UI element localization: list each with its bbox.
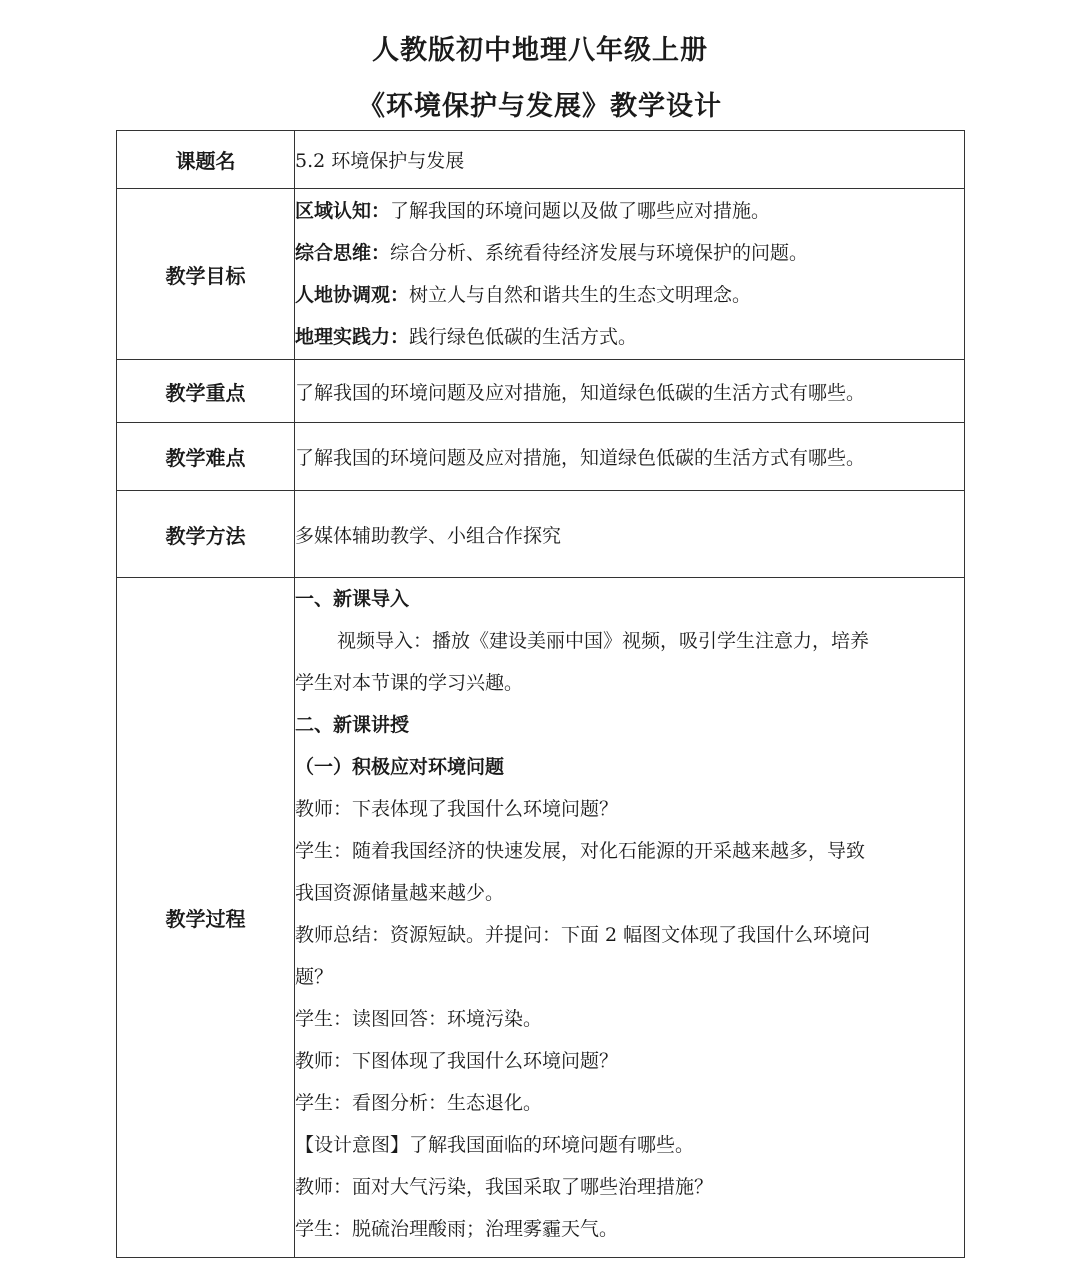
goal-key: 区域认知： bbox=[295, 200, 391, 222]
process-content bbox=[295, 578, 965, 1258]
goal-key: 综合思维： bbox=[295, 242, 391, 264]
process-line: 我国资源储量越来越少。 bbox=[295, 882, 505, 904]
process-line: 学生：脱硫治理酸雨；治理雾霾天气。 bbox=[295, 1218, 619, 1240]
goal-item bbox=[295, 232, 964, 274]
process-line: 学生：随着我国经济的快速发展，对化石能源的开采越来越多，导致 bbox=[295, 840, 866, 862]
goal-item bbox=[295, 316, 964, 358]
process-line: 学生对本节课的学习兴趣。 bbox=[295, 672, 524, 694]
goal-text: 综合分析、系统看待经济发展与环境保护的问题。 bbox=[390, 242, 809, 264]
section-heading: 二、新课讲授 bbox=[295, 714, 410, 736]
lesson-plan-table bbox=[116, 130, 965, 1258]
key-points-label: 教学重点 bbox=[117, 360, 295, 423]
goals-label: 教学目标 bbox=[117, 189, 295, 360]
goal-text: 践行绿色低碳的生活方式。 bbox=[409, 326, 638, 348]
methods-value: 多媒体辅助教学、小组合作探究 bbox=[295, 491, 965, 578]
table-row-methods bbox=[117, 491, 965, 578]
table-row-topic bbox=[117, 131, 965, 189]
process-line: 学生：看图分析：生态退化。 bbox=[295, 1092, 543, 1114]
goals-content bbox=[295, 189, 965, 360]
table-row-key-points bbox=[117, 360, 965, 423]
table-row-difficulties bbox=[117, 423, 965, 491]
goal-text: 树立人与自然和谐共生的生态文明理念。 bbox=[409, 284, 752, 306]
process-line: 教师：下图体现了我国什么环境问题？ bbox=[295, 1050, 619, 1072]
process-line: 教师：下表体现了我国什么环境问题？ bbox=[295, 798, 619, 820]
topic-label: 课题名 bbox=[117, 131, 295, 189]
goal-key: 人地协调观： bbox=[295, 284, 410, 306]
key-points-value: 了解我国的环境问题及应对措施，知道绿色低碳的生活方式有哪些。 bbox=[295, 360, 965, 423]
table-row-goals bbox=[117, 189, 965, 360]
difficulties-label: 教学难点 bbox=[117, 423, 295, 491]
goal-text: 了解我国的环境问题以及做了哪些应对措施。 bbox=[390, 200, 771, 222]
goal-item bbox=[295, 190, 964, 232]
section-heading: 一、新课导入 bbox=[295, 588, 410, 610]
process-line: 【设计意图】了解我国面临的环境问题有哪些。 bbox=[295, 1134, 695, 1156]
process-line: 学生：读图回答：环境污染。 bbox=[295, 1008, 543, 1030]
difficulties-value: 了解我国的环境问题及应对措施，知道绿色低碳的生活方式有哪些。 bbox=[295, 423, 965, 491]
process-line: 题？ bbox=[295, 966, 334, 988]
subsection-heading: （一）积极应对环境问题 bbox=[295, 756, 505, 778]
document-title: 人教版初中地理八年级上册 bbox=[372, 35, 708, 66]
process-line: 教师总结：资源短缺。并提问：下面 2 幅图文体现了我国什么环境问 bbox=[295, 924, 871, 946]
process-line: 视频导入：播放《建设美丽中国》视频，吸引学生注意力，培养 bbox=[337, 630, 870, 652]
methods-label: 教学方法 bbox=[117, 491, 295, 578]
goal-key: 地理实践力： bbox=[295, 326, 410, 348]
process-label: 教学过程 bbox=[117, 578, 295, 1258]
table-row-process bbox=[117, 578, 965, 1258]
document-subtitle: 《环境保护与发展》教学设计 bbox=[358, 91, 722, 122]
topic-value: 5.2 环境保护与发展 bbox=[295, 131, 965, 189]
process-line: 教师：面对大气污染，我国采取了哪些治理措施？ bbox=[295, 1176, 714, 1198]
goal-item bbox=[295, 274, 964, 316]
